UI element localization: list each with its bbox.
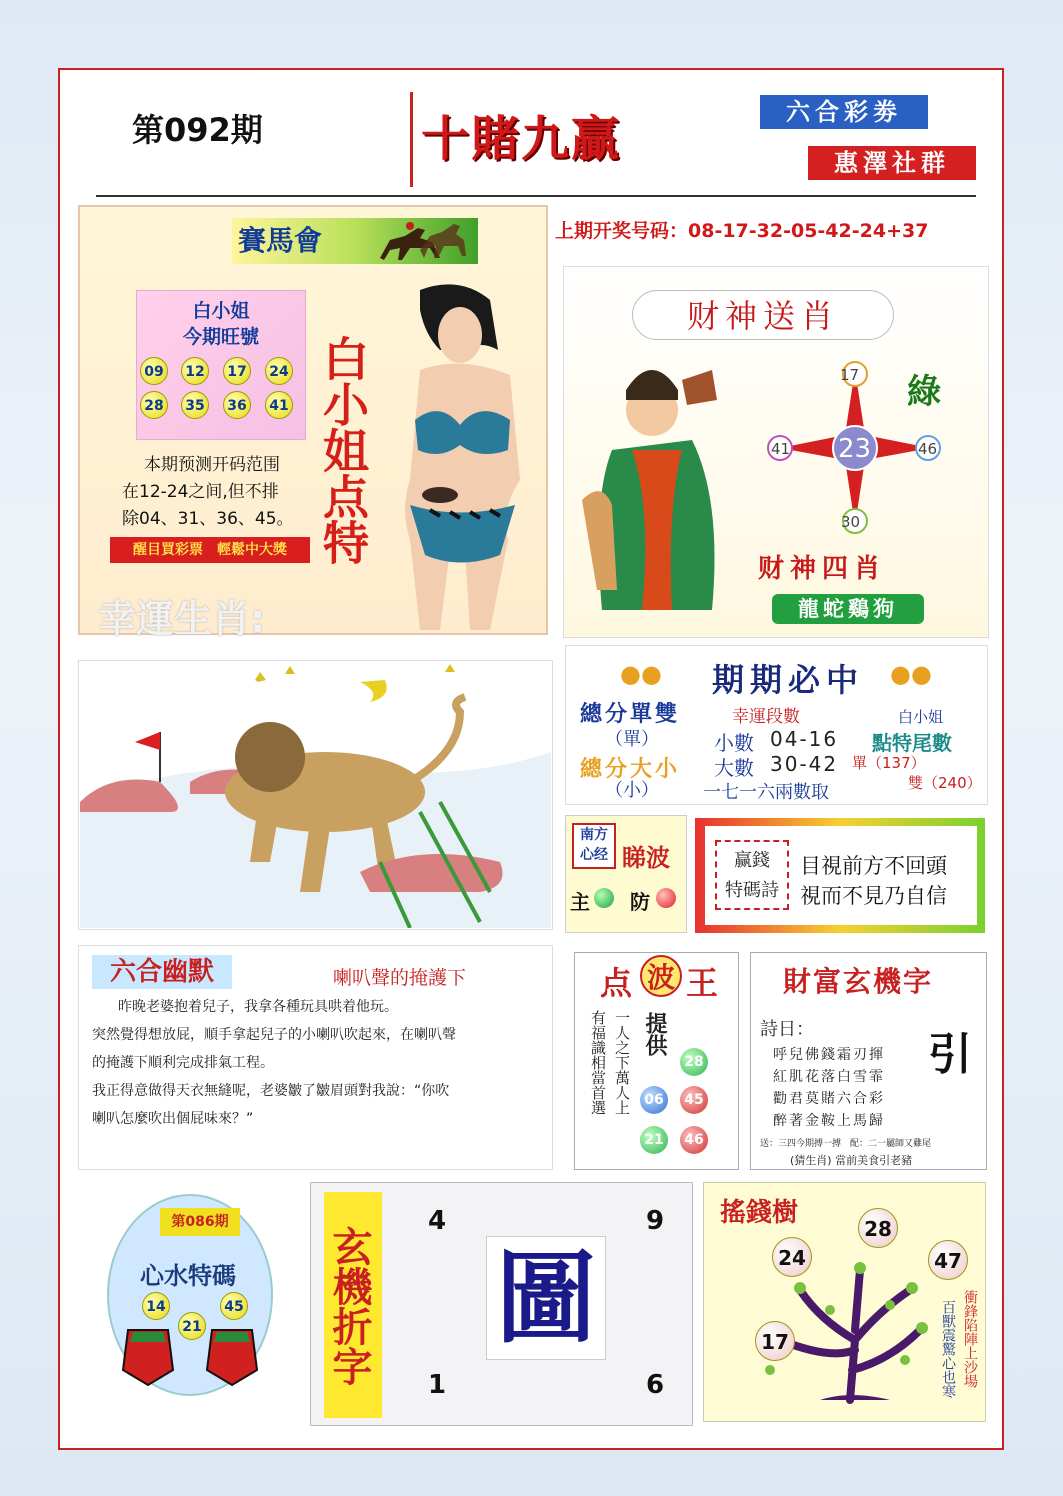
cross-right-number: 46	[918, 440, 938, 458]
four-zodiac-list: 龍蛇鷄狗	[772, 594, 924, 624]
cross-center-number: 23	[838, 434, 872, 464]
must-win-title: 期期必中	[712, 661, 865, 699]
wave-ball: 06	[640, 1086, 668, 1114]
fist-icon-right	[202, 1320, 262, 1390]
model-photo	[380, 280, 540, 635]
south-badge	[572, 823, 616, 869]
humor-title: 六合幽默	[92, 955, 232, 989]
guard-label: 防	[630, 890, 650, 914]
south-badge-1: 南方	[580, 827, 608, 843]
cross-bottom-number: 30	[841, 513, 861, 531]
lucky-ball: 09	[140, 357, 168, 385]
pick-two-text: 一七一六兩數取	[703, 782, 829, 803]
main-title: 十賭九贏	[410, 92, 670, 187]
win-poem-label-1: 赢錢	[734, 850, 770, 871]
fortune-poem-line: 紅肌花落白雪霏	[773, 1069, 885, 1085]
lucky-ball: 35	[181, 391, 209, 419]
fortune-poem-line: 醉著金鞍上馬歸	[773, 1113, 885, 1129]
fortune-note: 送：三四今期搏一搏 配：二一屬師又雞尾	[760, 1139, 932, 1149]
lucky-ball: 12	[181, 357, 209, 385]
prediction-text	[122, 452, 312, 533]
corner-number-br: 6	[646, 1370, 665, 1400]
coin-icon-left: ●●	[620, 660, 662, 688]
wealth-god-title: 财神送肖	[632, 290, 894, 340]
humor-line: 突然覺得想放屁，順手拿起兒子的小喇叭吹起來，在喇叭聲	[92, 1027, 456, 1043]
poem-intro: 詩日：	[760, 1019, 814, 1040]
lucky-ball: 28	[140, 391, 168, 419]
wave-ball: 21	[640, 1126, 668, 1154]
wealth-god-figure	[582, 330, 732, 620]
heart-ball: 45	[220, 1292, 248, 1320]
lucky-ball: 41	[265, 391, 293, 419]
lucky-ball: 36	[223, 391, 251, 419]
corner-number-tr: 9	[646, 1206, 665, 1236]
mystery-title: 玄機折字	[326, 1226, 373, 1386]
money-tree-title: 搖錢樹	[720, 1198, 799, 1228]
cross-top-number: 17	[840, 366, 860, 384]
lucky-ball: 17	[223, 357, 251, 385]
cross-left-number: 41	[771, 440, 791, 458]
red-ball-icon	[656, 888, 676, 908]
win-poem-label-2: 特碼詩	[725, 880, 779, 901]
mystery-character: 引	[928, 1029, 972, 1080]
single-tail-value: 單（137）	[852, 754, 926, 772]
corner-number-bl: 1	[428, 1370, 447, 1400]
fist-icon-left	[118, 1320, 178, 1390]
last-draw-numbers: 上期开奖号码：08-17-32-05-42-24+37	[555, 220, 929, 242]
double-tail-value: 雙（240）	[908, 774, 982, 792]
total-odd-even-value: （單）	[605, 729, 659, 750]
poem-line-2: 視而不見乃自信	[800, 884, 947, 908]
wave-ball: 28	[680, 1048, 708, 1076]
four-zodiac-title: 财神四肖	[758, 554, 887, 584]
tag-community: 惠澤社群	[808, 146, 976, 180]
wave-king-title-2: 波	[640, 955, 682, 997]
tag-lottery: 六合彩劵	[760, 95, 928, 129]
heart-code-title: 心水特碼	[140, 1262, 236, 1290]
money-tree-ball: 17	[755, 1321, 795, 1361]
humor-line: 喇叭怎麼吹出個屁味來？”	[92, 1111, 254, 1127]
heart-issue-badge: 第086期	[160, 1208, 240, 1236]
miss-bai-vertical-title: 白小姐点特	[316, 335, 370, 565]
corner-number-tl: 4	[428, 1206, 447, 1236]
fortune-guess: (猜生肖) 當前美食引老豬	[790, 1154, 913, 1167]
money-tree-poem-1: 衝鋒陷陣上沙場	[962, 1290, 978, 1388]
lion-illustration	[80, 662, 551, 928]
small-number-label: 小數	[714, 731, 754, 755]
issue-number: 第092期	[132, 111, 263, 149]
money-tree-ball: 24	[772, 1237, 812, 1277]
miss-bai-title-2: 今期旺號	[182, 326, 259, 348]
money-tree-ball: 47	[928, 1240, 968, 1280]
miss-bai-small-label: 白小姐	[898, 708, 944, 726]
big-number-label: 大數	[714, 756, 754, 780]
miss-bai-title-1: 白小姐	[192, 300, 250, 322]
miss-bai-title	[136, 298, 306, 350]
money-tree-illustration	[740, 1230, 940, 1405]
fortune-title: 財富玄機字	[783, 965, 934, 998]
mystery-glyph: 圖	[486, 1236, 606, 1360]
poem-line-1: 目視前方不回頭	[800, 854, 947, 878]
provide-label: 提供	[642, 1012, 667, 1056]
prediction-line: 本期预测开码范围	[144, 455, 280, 475]
heart-ball: 21	[178, 1312, 206, 1340]
special-tail-label: 點特尾數	[872, 731, 952, 755]
small-number-range: 04-16	[770, 727, 839, 751]
south-badge-2: 心经	[580, 847, 608, 863]
humor-subtitle: 喇叭聲的掩護下	[333, 967, 467, 989]
heart-ball: 14	[142, 1292, 170, 1320]
total-odd-even-label: 總分單雙	[580, 702, 681, 727]
total-big-small-value: （小）	[605, 780, 659, 801]
humor-line: 昨晚老婆抱着兒子，我拿各種玩具哄着他玩。	[118, 999, 398, 1015]
fortune-poem-line: 呼兒佛錢霜刃揮	[773, 1047, 885, 1063]
green-character: 綠	[907, 372, 941, 412]
prediction-line: 在12-24之间,但不排	[122, 482, 279, 502]
win-poem-label	[715, 840, 789, 910]
wave-king-title-3: 王	[686, 964, 719, 1002]
wave-ball: 46	[680, 1126, 708, 1154]
horse-club-title: 賽馬會	[232, 218, 478, 264]
racing-horse-icon	[370, 218, 470, 268]
humor-line: 的掩護下順利完成排氣工程。	[92, 1055, 274, 1071]
green-ball-icon	[594, 888, 614, 908]
coin-icon-right: ●●	[890, 660, 932, 688]
lucky-ball: 24	[265, 357, 293, 385]
money-tree-ball: 28	[858, 1208, 898, 1248]
main-label: 主	[570, 890, 590, 914]
money-tree-poem-2: 百獸震驚心也寒	[940, 1300, 956, 1398]
fortune-poem-line: 勸君莫賭六合彩	[773, 1091, 885, 1107]
wave-king-title-1: 点	[600, 964, 633, 1002]
buy-ticket-banner: 醒目買彩票 輕鬆中大獎	[110, 537, 310, 563]
wave-ball: 45	[680, 1086, 708, 1114]
big-number-range: 30-42	[770, 752, 839, 776]
prediction-line: 除04、31、36、45。	[122, 509, 294, 529]
total-big-small-label: 總分大小	[580, 757, 681, 782]
humor-line: 我正得意做得天衣無縫呢，老婆皺了皺眉頭對我說：“你吹	[92, 1083, 450, 1099]
wave-king-column-2: 一人之下萬人上	[613, 1010, 631, 1115]
wave-king-column-1: 有福識相當首選	[589, 1010, 607, 1115]
lucky-zodiac-label: 幸運生肖:	[98, 597, 266, 641]
watch-ball-title: 睇波	[622, 844, 670, 872]
header-divider	[96, 195, 976, 197]
lucky-segment-label: 幸運段數	[732, 707, 800, 727]
